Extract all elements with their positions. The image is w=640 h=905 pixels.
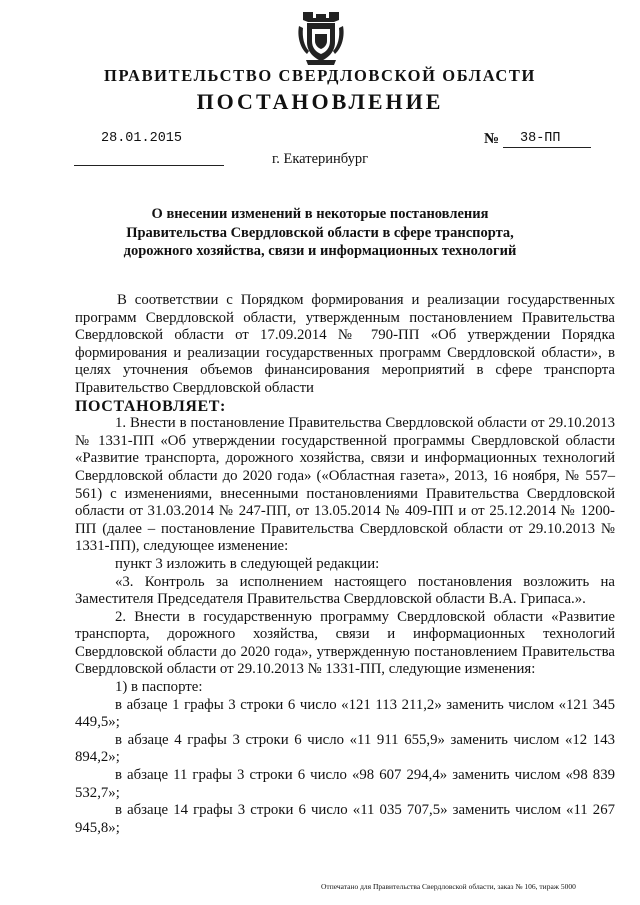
document-type: ПОСТАНОВЛЕНИЕ	[196, 89, 444, 114]
resolves-heading: ПОСТАНОВЛЯЕТ:	[75, 397, 226, 415]
change-paragraph: в абзаце 11 графы 3 строки 6 число «98 607 294,4» заменить числом «98 839 532,7»;	[75, 767, 615, 801]
item-1-paragraph: 1. Внести в постановление Правительства Свердловской области от 29.10.2013 № 1331-ПП «Об утверждении государственной программы Свердловской области «Развитие транспорта, дорожного хозяйства, связи и информационных технологий Свердловской области до 2020 года» («Областная газета», 2013, 16 ноября, № 557–561) с изменениями, внесенными постановлениями Правительства Свердловской области от 31.03.2014 № 247-ПП, от 13.05.2014 № 409-ПП и от 25.12.2014 № 1200-ПП (далее – постановление Правительства Свердловской области от 29.10.2013 № 1331-ПП), следующее изменение:	[75, 415, 615, 555]
document-number: 38-ПП	[520, 131, 561, 146]
change-paragraph: в абзаце 4 графы 3 строки 6 число «11 911 655,9» заменить числом «12 143 894,2»;	[75, 731, 615, 766]
item-2-paragraph: 2. Внести в государственную программу Свердловской области «Развитие транспорта, дорожного хозяйства, связи и информационных технологий Свердловской области до 2020 года», утвержденную постановлением Правительства Свердловской области от 29.10.2013 № 1331-ПП, следующие изменения:	[75, 608, 615, 678]
document-date: 28.01.2015	[101, 131, 183, 146]
item-1-sub-paragraph: пункт 3 изложить в следующей редакции:	[115, 555, 380, 572]
change-paragraph: в абзаце 1 графы 3 строки 6 число «121 113 211,2» заменить числом «121 345 449,5»;	[75, 696, 615, 731]
document-body	[75, 292, 615, 837]
number-underline	[503, 147, 591, 148]
preamble-paragraph: В соответствии с Порядком формирования и реализации государственных программ Свердловской области, утвержденным постановлением Правительства Свердловской области от 17.09.2014 № 790-ПП «Об утверждении Порядка формирования и реализации государственных программ Свердловской области», в целях уточнения объемов финансирования мероприятий в сфере транспорта Правительство Свердловской области	[75, 292, 615, 396]
title-line: дорожного хозяйства, связи и информационных технологий	[123, 243, 517, 259]
organization-name: ПРАВИТЕЛЬСТВО СВЕРДЛОВСКОЙ ОБЛАСТИ	[104, 66, 536, 85]
print-note: Отпечатано для Правительства Свердловской области, заказ № 106, тираж 5000	[321, 882, 576, 891]
number-sign: №	[484, 131, 500, 147]
title-line: О внесении изменений в некоторые постановления	[151, 206, 489, 222]
change-paragraph: в абзаце 14 графы 3 строки 6 число «11 035 707,5» заменить числом «11 267 945,8»;	[75, 802, 615, 836]
document-title	[90, 205, 550, 261]
document-city: г. Екатеринбург	[271, 151, 369, 167]
item-1-quote-paragraph: «3. Контроль за исполнением настоящего постановления возложить на Заместителя Председателя Правительства Свердловской области В.А. Грипаса.».	[75, 573, 615, 608]
coat-of-arms-icon	[296, 10, 346, 66]
title-line: Правительства Свердловской области в сфере транспорта,	[126, 224, 514, 241]
item-2-sub-paragraph: 1) в паспорте:	[115, 679, 203, 696]
